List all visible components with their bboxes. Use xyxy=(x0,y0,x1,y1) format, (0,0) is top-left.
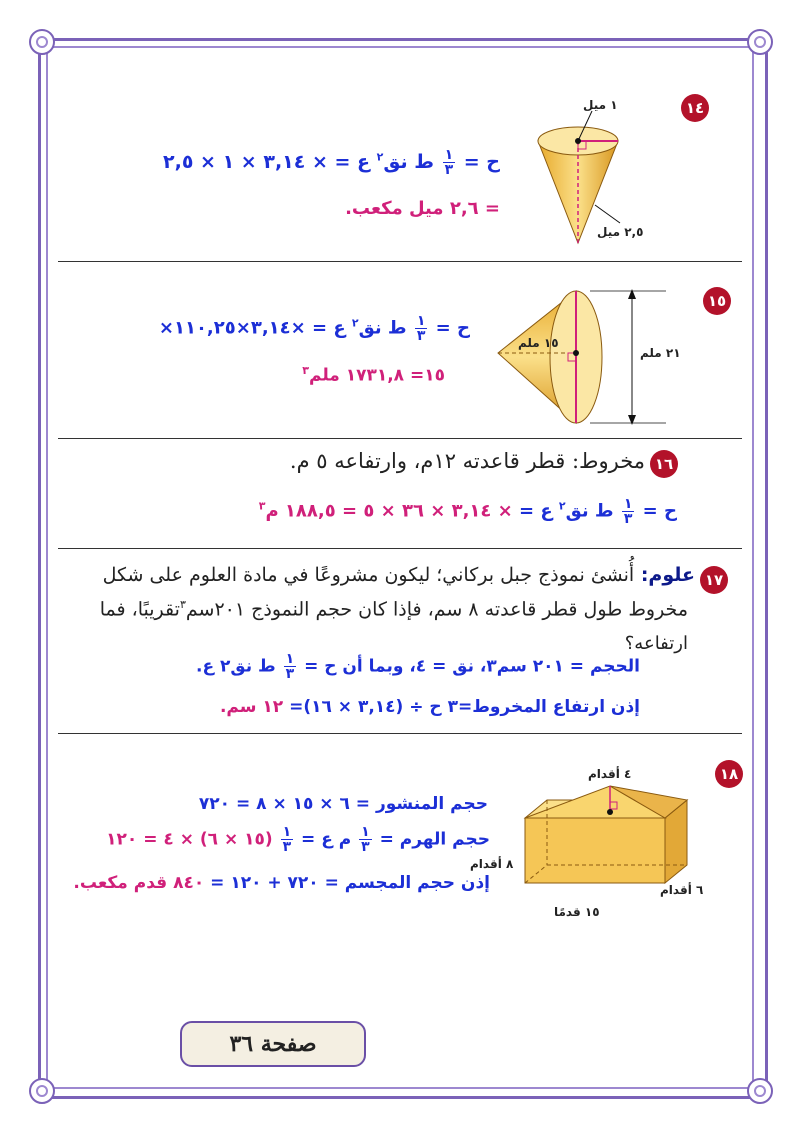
corner-ornament-top-right xyxy=(747,29,773,55)
problem-statement-line: ارتفاعه؟ xyxy=(624,633,688,654)
prism-pyramid-diagram xyxy=(515,768,695,898)
result-line: ١٥= ١٧٣١,٨ ملم$^٣$ xyxy=(302,364,445,386)
result-line: إذن حجم المجسم = ٧٢٠ + ١٢٠ = ٨٤٠ قدم مكعب. xyxy=(73,873,490,893)
cone-height-label: ٢,٥ ميل xyxy=(597,225,644,239)
corner-ornament-bottom-right xyxy=(747,1078,773,1104)
prism-length-label: ١٥ قدمًا xyxy=(554,905,600,919)
section-divider xyxy=(58,548,742,549)
result-line: إذن ارتفاع المخروط=٣ ح ÷ (٣,١٤ × ١٦)= ١٢ سم. xyxy=(219,697,640,717)
problem-statement-line: علوم: أُنشئ نموذج جبل بركاني؛ ليكون مشروعًا في مادة العلوم على شكل xyxy=(102,564,695,586)
formula-line: ح = ١ ٣ ط نق$^٢$ ع = × ٣,١٤ × ١ × ٢,٥ xyxy=(163,147,500,178)
section-divider xyxy=(58,733,742,734)
problem-statement: مخروط: قطر قاعدته ١٢م، وارتفاعه ٥ م. xyxy=(289,449,645,473)
cone-height-label: ٢١ ملم xyxy=(640,346,681,360)
problem-number-badge: ١٥ xyxy=(703,287,731,315)
problem-number-badge: ١٤ xyxy=(681,94,709,122)
problem-statement-line: مخروط طول قطر قاعدته ٨ سم، فإذا كان حجم النموذج ٢٠١سم$^٣$تقريبًا، فما xyxy=(99,598,688,621)
cone-radius-label: ١٥ ملم xyxy=(518,336,559,350)
problem-number-badge: ١٨ xyxy=(715,760,743,788)
problem-number-badge: ١٦ xyxy=(650,450,678,478)
prism-height-label: ٨ أقدام xyxy=(470,857,514,871)
corner-ornament-top-left xyxy=(29,29,55,55)
cone-radius-label: ١ ميل xyxy=(583,98,618,112)
page-number: صفحة ٣٦ xyxy=(180,1021,366,1067)
prism-width-label: ٦ أقدام xyxy=(660,883,704,897)
section-divider xyxy=(58,438,742,439)
section-divider xyxy=(58,261,742,262)
problem-number-badge: ١٧ xyxy=(700,566,728,594)
formula-line: ح = ١ ٣ ط نق$^٢$ ع = ×٣,١٤×١١٠,٢٥× xyxy=(158,313,470,344)
corner-ornament-bottom-left xyxy=(29,1078,55,1104)
pyramid-height-label: ٤ أقدام xyxy=(588,767,632,781)
formula-line: الحجم = ٢٠١ سم٣، نق = ٤، وبما أن ح = ١ ٣ ط نق٢ ع. xyxy=(196,651,640,682)
result-line: = ٢,٦ ميل مكعب. xyxy=(345,198,500,219)
formula-line: حجم المنشور = ٦ × ١٥ × ٨ = ٧٢٠ xyxy=(198,794,488,814)
formula-line: حجم الهرم = ١ ٣ م ع = ١ ٣ (١٥ × ٦) × ٤ = ١٢٠ xyxy=(106,824,490,855)
formula-line: ح = ١ ٣ ط نق$^٢$ ع = × ٣,١٤ × ٣٦ × ٥ = ١٨٨,٥ م$^٣$ xyxy=(258,496,677,527)
